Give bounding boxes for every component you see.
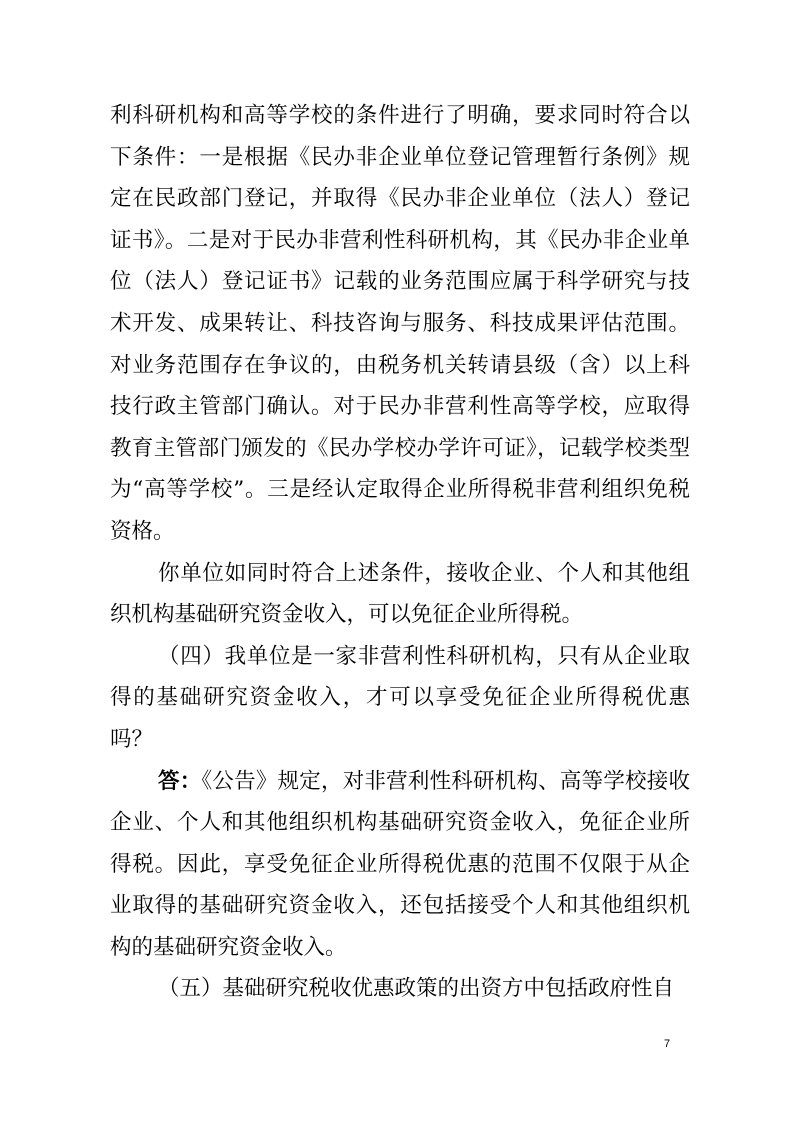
paragraph-conclusion: 你单位如同时符合上述条件，接收企业、个人和其他组织机构基础研究资金收入，可以免征企业所得税。 (110, 560, 690, 628)
page-number: 7 (664, 1038, 671, 1050)
answer-label: 答： (158, 768, 202, 794)
paragraph-conditions: 利科研机构和高等学校的条件进行了明确，要求同时符合以下条件：一是根据《民办非企业单位登记管理暂行条例》规定在民政部门登记，并取得《民办非企业单位（法人）登记证书》。二是对于民办非营利性科研机构，其《民办非企业单位（法人）登记证书》记载的业务范围应属于科学研究与技术开发、成果转让、科技咨询与服务、科技成果评估范围。对业务范围存在争议的，由税务机关转请县级（含）以上科技行政主管部门确认。对于民办非营利性高等学校，应取得教育主管部门颁发的《民办学校办学许可证》，记载学校类型为“高等学校”。三是经认定取得企业所得税非营利组织免税资格。 (110, 103, 690, 544)
question-four: （四）我单位是一家非营利性科研机构，只有从企业取得的基础研究资金收入，才可以享受免征企业所得税优惠吗？ (110, 643, 690, 752)
answer-four (110, 761, 690, 969)
question-five: （五）基础研究税收优惠政策的出资方中包括政府性自 (158, 976, 675, 1002)
answer-text: 《公告》规定，对非营利性科研机构、高等学校接收企业、个人和其他组织机构基础研究资金收入，免征企业所得税。因此，享受免征企业所得税优惠的范围不仅限于从企业取得的基础研究资金收入，还包括接受个人和其他组织机构的基础研究资金收入。 (110, 768, 690, 960)
document-body (110, 95, 690, 1010)
